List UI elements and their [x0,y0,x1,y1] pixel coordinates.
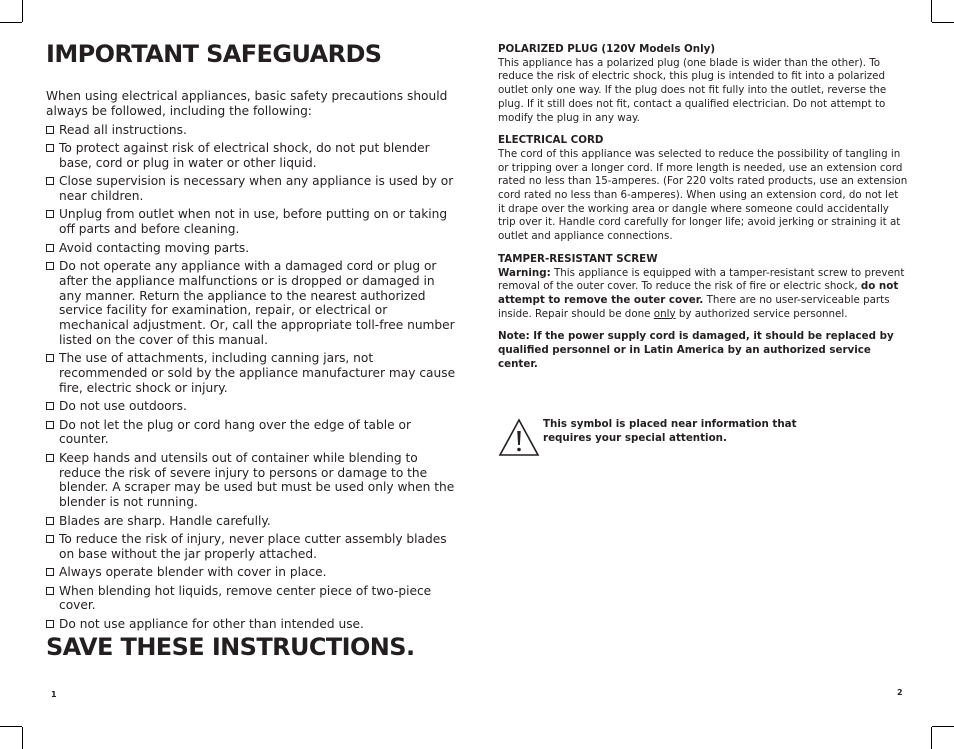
checkbox-square-icon [46,568,54,576]
list-item-text: When blending hot liquids, remove center piece of two-piece cover. [59,583,432,613]
crop-mark [0,726,22,727]
tamper-screw-heading: TAMPER-RESISTANT SCREW [498,252,658,265]
screw-bold-text: do not attempt to remove the outer cover. [498,280,899,306]
crop-mark [22,727,23,749]
checkbox-square-icon [46,210,54,218]
checkbox-square-icon [46,421,54,429]
list-item-text: Read all instructions. [59,122,187,137]
crop-mark [931,0,932,22]
checkbox-square-icon [46,587,54,595]
list-item [46,418,460,448]
list-item [46,123,460,138]
page-title: IMPORTANT SAFEGUARDS [46,40,382,68]
right-page-content [498,43,908,371]
list-item-text: Always operate blender with cover in place. [59,565,327,580]
page-number-left: 1 [51,690,57,699]
screw-text-3: by authorized service personnel. [675,307,848,320]
note-text: Note: If the power supply cord is damaged, it should be replaced by qualified personnel or in Latin America by an authorized service center. [498,330,894,370]
list-item-text: Unplug from outlet when not in use, before putting on or taking off parts and before cleaning. [59,207,448,237]
polarized-plug-body: This appliance has a polarized plug (one blade is wider than the other). To reduce the risk of electric shock, this plug is intended to fit into a polarized outlet only one way. If the plug does not fit fully into the outlet, reverse the plug. If it still does not fit, contact a qualified electrician. Do not attempt to modify the plug in any way. [498,56,887,124]
tamper-screw-section [498,253,908,322]
screw-text-1: This appliance is equipped with a tamper-resistant screw to prevent removal of the outer cover. To reduce the risk of fire or electric shock, [498,266,905,293]
crop-mark [932,22,954,23]
list-item [46,241,460,256]
checkbox-square-icon [46,177,54,185]
screw-underlined-text: only [653,307,676,320]
list-item [46,532,460,562]
intro-text: When using electrical appliances, basic safety precautions should always be followed, including the following: [46,89,448,118]
list-item-text: Keep hands and utensils out of container while blending to reduce the risk of severe injury to persons or damage to the blender. A scraper may be used but must be used only when the blender is not running. [59,450,455,510]
symbol-explanation: This symbol is placed near information that requires your special attention. [543,418,797,444]
polarized-plug-section [498,43,908,125]
safeguards-list [46,123,460,632]
checkbox-square-icon [46,126,54,134]
checkbox-square-icon [46,620,54,628]
electrical-cord-section [498,134,908,244]
list-item [46,259,460,348]
list-item [46,451,460,510]
crop-mark [0,22,22,23]
crop-mark [931,727,932,749]
checkbox-square-icon [46,517,54,525]
list-item-text: Do not operate any appliance with a damaged cord or plug or after the appliance malfunctions or is dropped or damaged in any manner. Return the appliance to the nearest authorized service facility for examination, repair, or electrical or mechanical adjustment. Or, call the appropriate toll-free number listed on the cover of this manual. [59,258,455,347]
tamper-screw-body [498,267,908,322]
warning-label: Warning: [498,266,551,279]
list-item-text: Avoid contacting moving parts. [59,240,250,255]
screw-text-2: There are no user-serviceable parts inside. Repair should be done [498,293,890,320]
list-item-text: To protect against risk of electrical shock, do not put blender base, cord or plug in water or other liquid. [59,140,430,170]
list-item-text: Do not let the plug or cord hang over the edge of table or counter. [59,417,411,447]
checkbox-square-icon [46,402,54,410]
checkbox-square-icon [46,144,54,152]
checkbox-square-icon [46,354,54,362]
list-item-text: Blades are sharp. Handle carefully. [59,513,271,528]
list-item [46,617,460,632]
polarized-plug-heading: POLARIZED PLUG (120V Models Only) [498,43,716,55]
list-item [46,584,460,614]
list-item-text: Do not use outdoors. [59,399,187,414]
crop-mark [932,726,954,727]
save-instructions-heading: SAVE THESE INSTRUCTIONS. [46,633,415,661]
list-item-text: The use of attachments, including canning jars, not recommended or sold by the appliance manufacturer may cause fire, electric shock or injury. [59,351,456,395]
list-item [46,351,460,395]
list-item [46,565,460,580]
checkbox-square-icon [46,262,54,270]
checkbox-square-icon [46,244,54,252]
list-item [46,207,460,237]
list-item [46,514,460,529]
checkbox-square-icon [46,454,54,462]
list-item-text: Do not use appliance for other than intended use. [59,616,364,631]
list-item [46,399,460,414]
checkbox-square-icon [46,535,54,543]
electrical-cord-heading: ELECTRICAL CORD [498,134,604,147]
page-number-right: 2 [897,688,903,697]
list-item-text: To reduce the risk of injury, never place cutter assembly blades on base without the jar properly attached. [59,532,447,561]
list-item [46,141,460,171]
list-item [46,174,460,204]
safeguards-section [46,89,460,635]
warning-triangle-icon [498,418,540,458]
list-item-text: Close supervision is necessary when any appliance is used by or near children. [59,174,454,203]
warning-symbol-block [498,418,818,458]
electrical-cord-body: The cord of this appliance was selected to reduce the possibility of tangling in or tripping over a longer cord. If more length is needed, use an extension cord rated no less than 15-amperes. (For 220 volts rated products, use an extension cord rated no less than 6-amperes). When using an extension cord, do not let it drape over the working area or dangle where someone could accidentally trip over it. Handle cord carefully for longer life; avoid jerking or straining it at outlet and appliance connections. [498,147,908,243]
crop-mark [22,0,23,22]
